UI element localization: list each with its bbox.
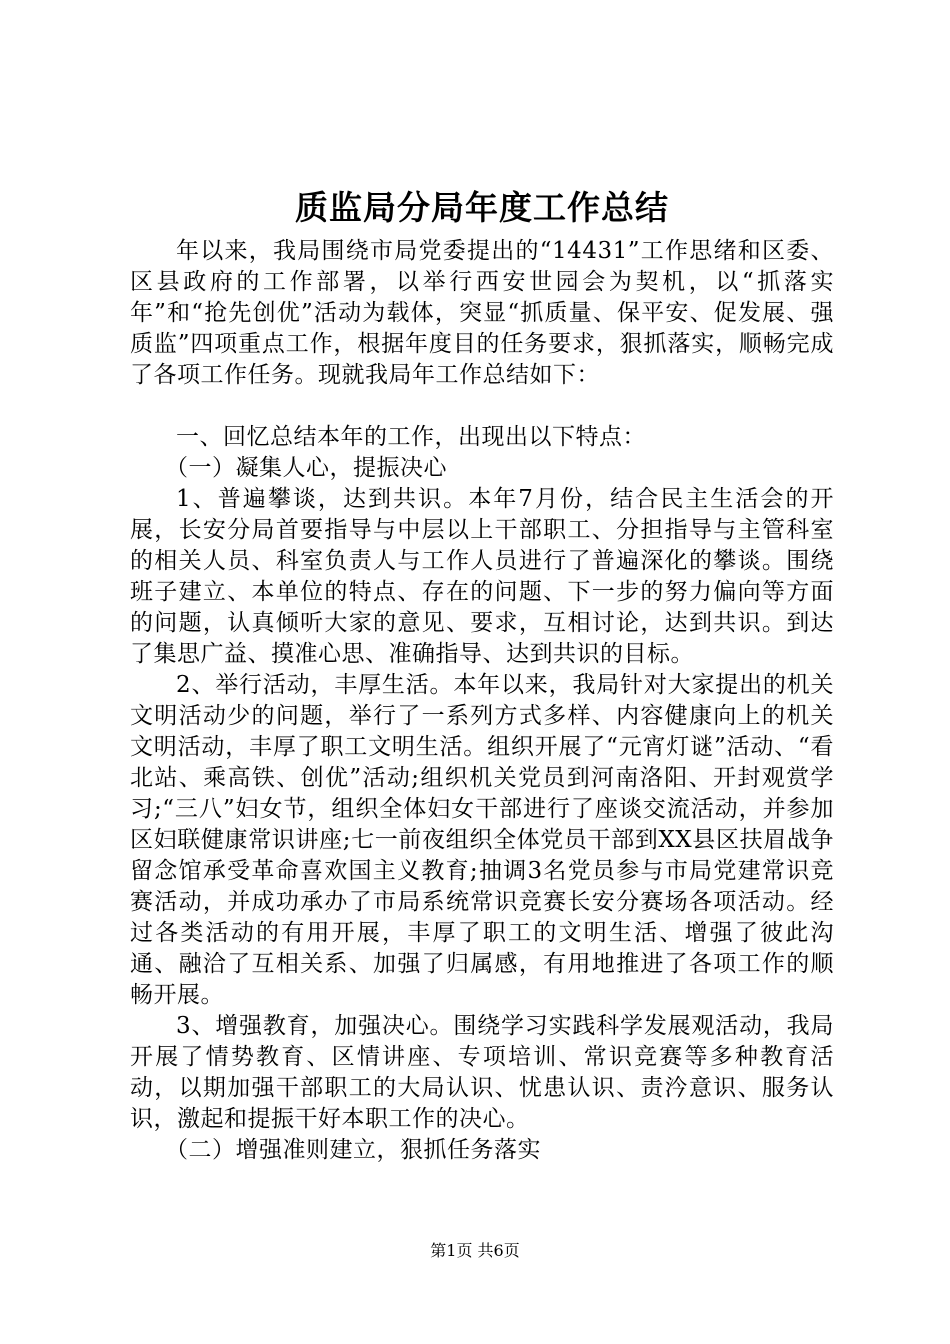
intro-paragraph: 年以来，我局围绕市局党委提出的“14431”工作思绪和区委、区县政府的工作部署，以举行西安世园会为契机，以“抓落实年”和“抢先创优”活动为载体，突显“抓质量、保平安、促发展、强质监”四项重点工作，根据年度目的任务要求，狠抓落实，顺畅完成了各项工作任务。现就我局年工作总结如下： <box>130 238 834 388</box>
paragraph-gap <box>130 391 834 422</box>
subsection-1-heading: （一）凝集人心，提振决心 <box>165 455 447 481</box>
document-page <box>130 180 834 1166</box>
document-title: 质监局分局年度工作总结 <box>295 188 669 227</box>
page-footer: 第1页 共6页 <box>430 1241 520 1260</box>
subsection-2-heading: （二）增强准则建立，狠抓任务落实 <box>165 1137 541 1163</box>
item-1-paragraph: 1、普遍攀谈，达到共识。本年7月份，结合民主生活会的开展，长安分局首要指导与中层以上干部职工、分担指导与主管科室的相关人员、科室负责人与工作人员进行了普遍深化的攀谈。围绕班子建立、本单位的特点、存在的问题、下一步的努力偏向等方面的问题，认真倾听大家的意见、要求，互相讨论，达到共识。到达了集思广益、摸准心思、准确指导、达到共识的目标。 <box>130 486 834 667</box>
item-3-paragraph: 3、增强教育，加强决心。围绕学习实践科学发展观活动，我局开展了情势教育、区情讲座、专项培训、常识竞赛等多种教育活动，以期加强干部职工的大局认识、忧患认识、责汵意识、服务认识，激起和提振干好本职工作的决心。 <box>130 1013 834 1132</box>
item-2-paragraph: 2、举行活动，丰厚生活。本年以来，我局针对大家提出的机关文明活动少的问题，举行了一系列方式多样、内容健康向上的机关文明活动，丰厚了职工文明生活。组织开展了“元宵灯谜”活动、“看北站、乘高铁、创优”活动;组织机关党员到河南洛阳、开封观赏学习;“三八”妇女节，组织全体妇女干部进行了座谈交流活动，并参加区妇联健康常识讲座;七一前夜组织全体党员干部到XX县区扶眉战争留念馆承受革命喜欢国主义教育;抽调3名党员参与市局党建常识竞赛活动，并成功承办了市局系统常识竞赛长安分赛场各项活动。经过各类活动的有用开展，丰厚了职工的文明生活、增强了彼此沟通、融洽了互相关系、加强了归属感，有用地推进了各项工作的顺畅开展。 <box>130 672 834 1008</box>
section-1-heading: 一、回忆总结本年的工作，出现出以下特点： <box>176 424 646 450</box>
